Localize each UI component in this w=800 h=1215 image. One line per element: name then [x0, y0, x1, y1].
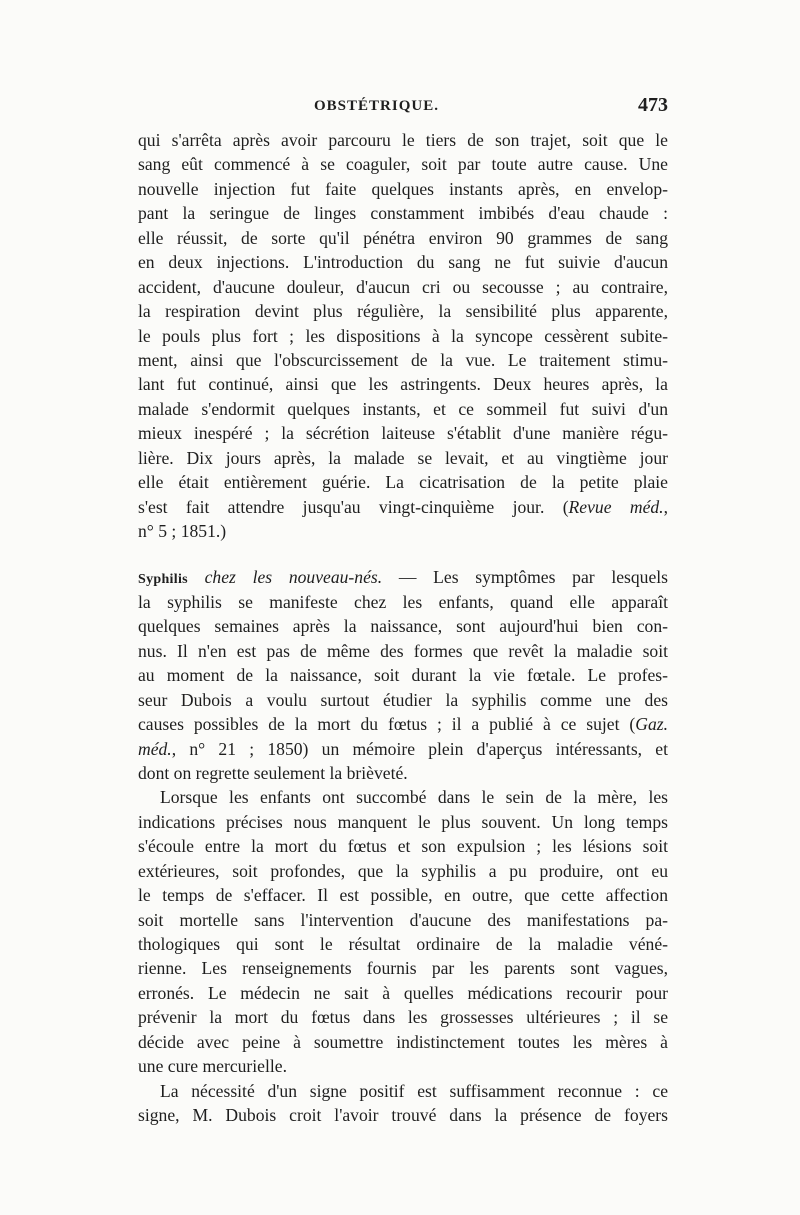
text-line: erronés. Le médecin ne sait à quelles médications recourir pour [138, 982, 668, 1003]
running-head [138, 96, 668, 122]
citation-sep: , [663, 496, 668, 517]
text-segment: — Les symptômes par lesquels [398, 567, 668, 588]
text-line [138, 712, 668, 736]
section-heading: Syphilis [138, 572, 188, 588]
text-line: en deux injections. L'introduction du sang ne fut suivie d'aucun [138, 252, 668, 273]
text-line: soit mortelle sans l'intervention d'aucune des manifestations pa- [138, 909, 668, 930]
text-line: au moment de la naissance, soit durant la vie fœtale. Le profes- [138, 665, 668, 686]
text-line: la syphilis se manifeste chez les enfants, quand elle apparaît [138, 591, 668, 612]
text-line: le temps de s'effacer. Il est possible, en outre, que cette affection [138, 885, 668, 906]
text-line: rienne. Les renseignements fournis par les parents sont vagues, [138, 958, 668, 979]
page-number: 473 [638, 94, 668, 116]
text-line: accident, d'aucune douleur, d'aucun cri ou secousse ; au contraire, [138, 276, 668, 297]
text-line: ment, ainsi que l'obscurcissement de la vue. Le traitement stimu- [138, 349, 668, 370]
citation-journal: Revue méd. [568, 496, 664, 517]
text-line: nus. Il n'en est pas de même des formes que revêt la maladie soit [138, 640, 668, 661]
text-line: une cure mercurielle. [138, 1056, 287, 1077]
text-line: qui s'arrêta après avoir parcouru le tiers de son trajet, soit que le [138, 130, 668, 150]
text-line: dont on regrette seulement la brièveté. [138, 762, 408, 783]
text-segment: s'est fait attendre jusqu'au vingt-cinquième jour. [138, 496, 545, 517]
text-line: La nécessité d'un signe positif est suffisamment reconnue : ce [160, 1080, 668, 1101]
text-line: nouvelle injection fut faite quelques instants après, en envelop- [138, 178, 668, 199]
text-segment: causes possibles de la mort du fœtus ; il a publié à ce sujet [138, 714, 620, 735]
citation-open: ( [562, 496, 569, 517]
text-line: lant fut continué, ainsi que les astringents. Deux heures après, la [138, 374, 668, 395]
text-line: mieux inespéré ; la sécrétion laiteuse s'établit d'une manière régu- [138, 423, 668, 444]
text-line: la respiration devint plus régulière, la sensibilité plus apparente, [138, 301, 668, 322]
text-line: décide avec peine à soumettre indistinctement toutes les mères à [138, 1031, 668, 1052]
text-line: indications précises nous manquent le plus souvent. Un long temps [138, 811, 668, 832]
section-heading-line [138, 565, 668, 589]
text-line [138, 737, 668, 761]
text-line: thologiques qui sont le résultat ordinaire de la maladie véné- [138, 934, 668, 954]
text-line: lière. Dix jours après, la malade se levait, et au vingtième jour [138, 447, 668, 468]
section-heading-italic: chez les nouveau-nés. [204, 567, 383, 588]
body-text [138, 128, 668, 1128]
text-line: elle était entièrement guérie. La cicatrisation de la petite plaie [138, 472, 668, 493]
text-line: pant la seringue de linges constamment imbibés d'eau chaude : [138, 203, 668, 224]
citation-ref: n° 5 ; 1851.) [138, 521, 227, 541]
text-line [138, 495, 668, 519]
text-line: elle réussit, de sorte qu'il pénétra environ 90 grammes de sang [138, 227, 668, 248]
running-title: OBSTÉTRIQUE. [314, 98, 439, 114]
text-line: seur Dubois a voulu surtout étudier la syphilis comme une des [138, 689, 668, 710]
citation-open: ( [629, 714, 636, 735]
text-line: sang eût commencé à se coaguler, soit par toute autre cause. Une [138, 154, 668, 175]
text-line: le pouls plus fort ; les dispositions à la syncope cessèrent subite- [138, 325, 668, 346]
text-segment: , n° 21 ; 1850) un mémoire plein d'aperçus intéressants, et [171, 738, 668, 759]
text-line: quelques semaines après la naissance, sont aujourd'hui bien con- [138, 616, 668, 637]
text-line: extérieures, soit profondes, que la syphilis a pu produire, ont eu [138, 860, 668, 881]
text-line: prévenir la mort du fœtus dans les grossesses ultérieures ; il se [138, 1007, 668, 1028]
citation-journal: méd. [138, 738, 172, 759]
text-line: s'écoule entre la mort du fœtus et son expulsion ; les lésions soit [138, 836, 668, 857]
text-line: signe, M. Dubois croit l'avoir trouvé dans la présence de foyers [138, 1105, 668, 1126]
text-line: malade s'endormit quelques instants, et ce sommeil fut suivi d'un [138, 398, 668, 419]
text-line: Lorsque les enfants ont succombé dans le sein de la mère, les [160, 787, 668, 808]
citation-journal: Gaz. [635, 714, 668, 735]
